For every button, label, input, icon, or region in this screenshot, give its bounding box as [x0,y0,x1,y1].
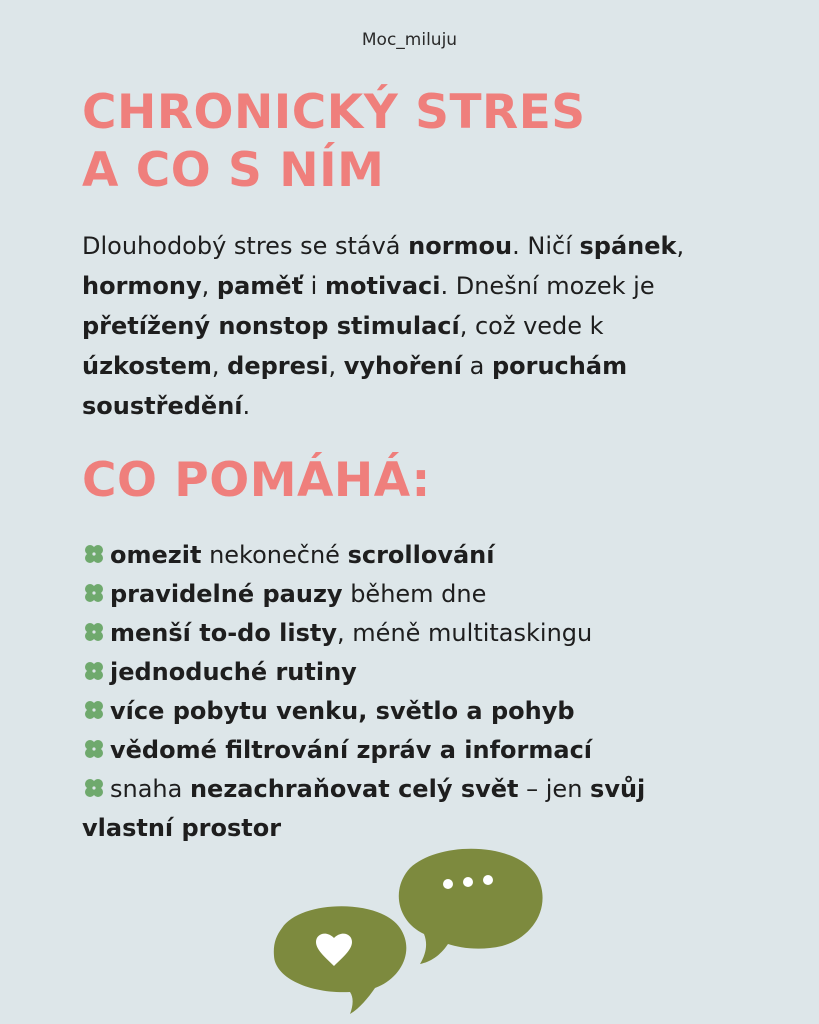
four-leaf-clover-icon [82,620,106,644]
intro-text: Dlouhodobý stres se stává [82,232,409,260]
intro-bold: paměť [216,272,304,300]
intro-text: , [201,272,217,300]
four-leaf-clover-icon [82,737,106,761]
speech-bubble-dots-icon [399,849,543,964]
section-heading: CO POMÁHÁ: [82,453,431,508]
intro-bold: motivaci [324,272,441,300]
intro-bold: úzkostem [82,352,212,380]
list-item [82,536,742,575]
intro-bold: hormony [82,272,202,300]
intro-text: , což vede k [459,312,604,340]
tips-list [82,536,742,848]
title-line-2: A CO S NÍM [82,143,385,198]
tip-text: , méně multitaskingu [337,619,593,647]
list-item [82,692,742,731]
intro-text: . Dnešní mozek je [440,272,655,300]
four-leaf-clover-icon [82,659,106,683]
tip-bold: pravidelné pauzy [110,580,343,608]
intro-bold: vyhoření [343,352,462,380]
speech-bubble-heart-icon [274,906,407,1014]
intro-text: , [211,352,228,380]
four-leaf-clover-icon [82,542,106,566]
intro-bold: poruchám soustředění [82,352,628,420]
intro-text: . [242,392,251,420]
intro-text: , [676,232,685,260]
tip-bold: vědomé filtrování zpráv a informací [110,736,593,764]
title-line-1: CHRONICKÝ STRES [82,85,586,140]
tip-text: – jen [518,775,591,803]
tip-bold: více pobytu venku, světlo a pohyb [110,697,575,725]
instagram-handle: Moc_miluju [361,30,458,50]
list-item [82,653,742,692]
tip-text: nekonečné [201,541,348,569]
tip-text: snaha [110,775,190,803]
four-leaf-clover-icon [82,776,106,800]
tip-text: během dne [342,580,487,608]
tip-bold: scrollování [347,541,495,569]
tip-bold: omezit [110,541,202,569]
list-item [82,770,742,848]
intro-text: a [462,352,492,380]
tip-bold: menší to-do listy [110,619,338,647]
intro-text: , [328,352,344,380]
intro-bold: normou [408,232,513,260]
list-item [82,575,742,614]
list-item [82,614,742,653]
four-leaf-clover-icon [82,698,106,722]
intro-paragraph [82,226,742,426]
intro-bold: depresi [227,352,329,380]
intro-bold: přetížený nonstop stimulací [82,312,460,340]
speech-bubbles-illustration [270,838,550,1018]
page-title [82,84,586,200]
tip-bold: nezachraňovat celý svět [189,775,519,803]
intro-bold: spánek [579,232,677,260]
tip-bold: svůj vlastní prostor [82,775,646,842]
list-item [82,731,742,770]
intro-text: i [303,272,325,300]
tip-bold: jednoduché rutiny [110,658,357,686]
four-leaf-clover-icon [82,581,106,605]
intro-text: . Ničí [512,232,580,260]
